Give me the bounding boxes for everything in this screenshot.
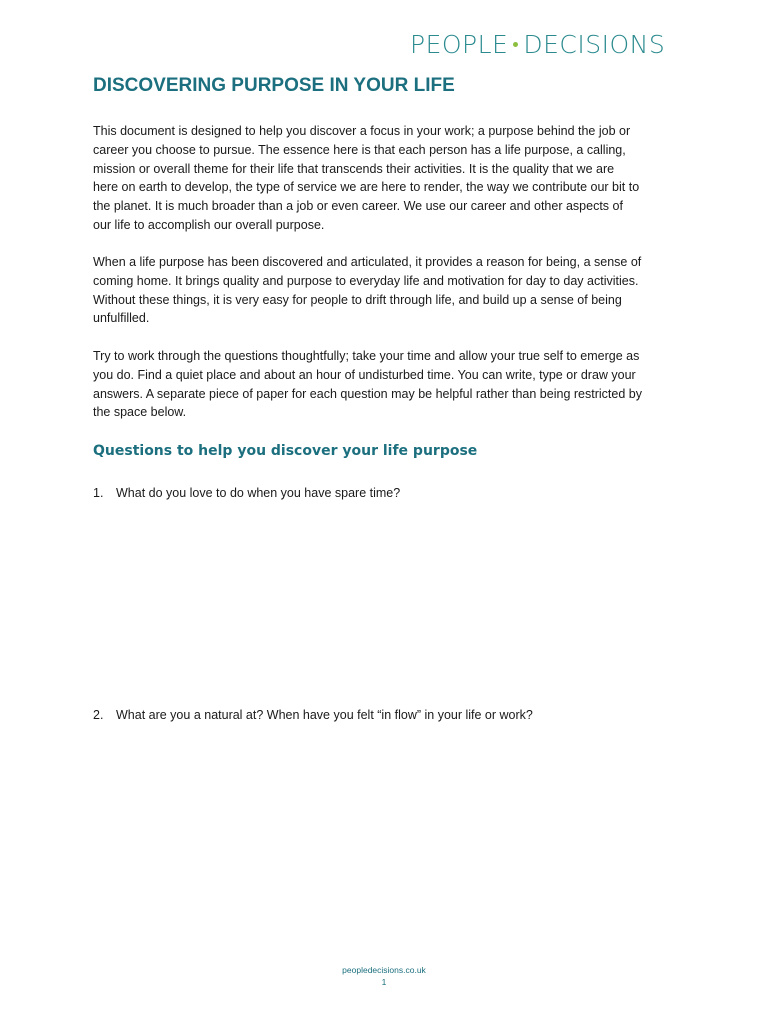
paragraph-line: you do. Find a quiet place and about an hour of undisturbed time. You can write, type or draw your [93, 367, 636, 382]
intro-paragraph-1 [93, 122, 683, 235]
question-item-2 [93, 706, 533, 724]
footer-page-number: 1 [381, 977, 387, 987]
paragraph-line: the planet. It is much broader than a job or even career. We use our career and other aspects of [93, 199, 623, 214]
paragraph-line: here on earth to develop, the type of service we are here to render, the way we contribute our bit to [93, 180, 640, 195]
question-item-1 [93, 484, 400, 502]
paragraph-line: the space below. [93, 405, 187, 420]
paragraph-line: answers. A separate piece of paper for each question may be helpful rather than being restricted by [93, 386, 642, 401]
paragraph-line: our life to accomplish our overall purpose. [93, 217, 325, 232]
paragraph-line: career you choose to pursue. The essence here is that each person has a life purpose, a calling, [93, 142, 626, 157]
question-text: What do you love to do when you have spare time? [116, 486, 401, 500]
paragraph-line: Try to work through the questions thoughtfully; take your time and allow your true self to emerge as [93, 349, 640, 363]
footer-website-link[interactable]: peopledecisions.co.uk [342, 965, 426, 975]
document-title: DISCOVERING PURPOSE IN YOUR LIFE [93, 75, 455, 96]
brand-logo-dot [513, 42, 518, 47]
brand-logo-part1: PEOPLE [410, 30, 509, 59]
question-number: 1. [93, 486, 104, 500]
paragraph-line: When a life purpose has been discovered and articulated, it provides a reason for being, a sense of [93, 255, 642, 269]
paragraph-line: coming home. It brings quality and purpose to everyday life and motivation for day to day activities. [93, 273, 639, 288]
question-text: What are you a natural at? When have you felt “in flow” in your life or work? [116, 708, 533, 722]
paragraph-line: This document is designed to help you discover a focus in your work; a purpose behind the job or [93, 124, 631, 138]
brand-logo [410, 30, 665, 60]
intro-paragraph-2 [93, 253, 683, 328]
paragraph-line: Without these things, it is very easy for people to drift through life, and build up a sense of being [93, 292, 622, 307]
questions-heading: Questions to help you discover your life purpose [93, 443, 478, 459]
question-number: 2. [93, 708, 104, 722]
paragraph-line: unfulfilled. [93, 311, 150, 326]
intro-paragraph-3 [93, 347, 683, 422]
page-footer [0, 964, 768, 988]
paragraph-line: mission or overall theme for their life that transcends their activities. It is the quality that we are [93, 161, 615, 176]
brand-logo-part2: DECISIONS [523, 30, 666, 59]
